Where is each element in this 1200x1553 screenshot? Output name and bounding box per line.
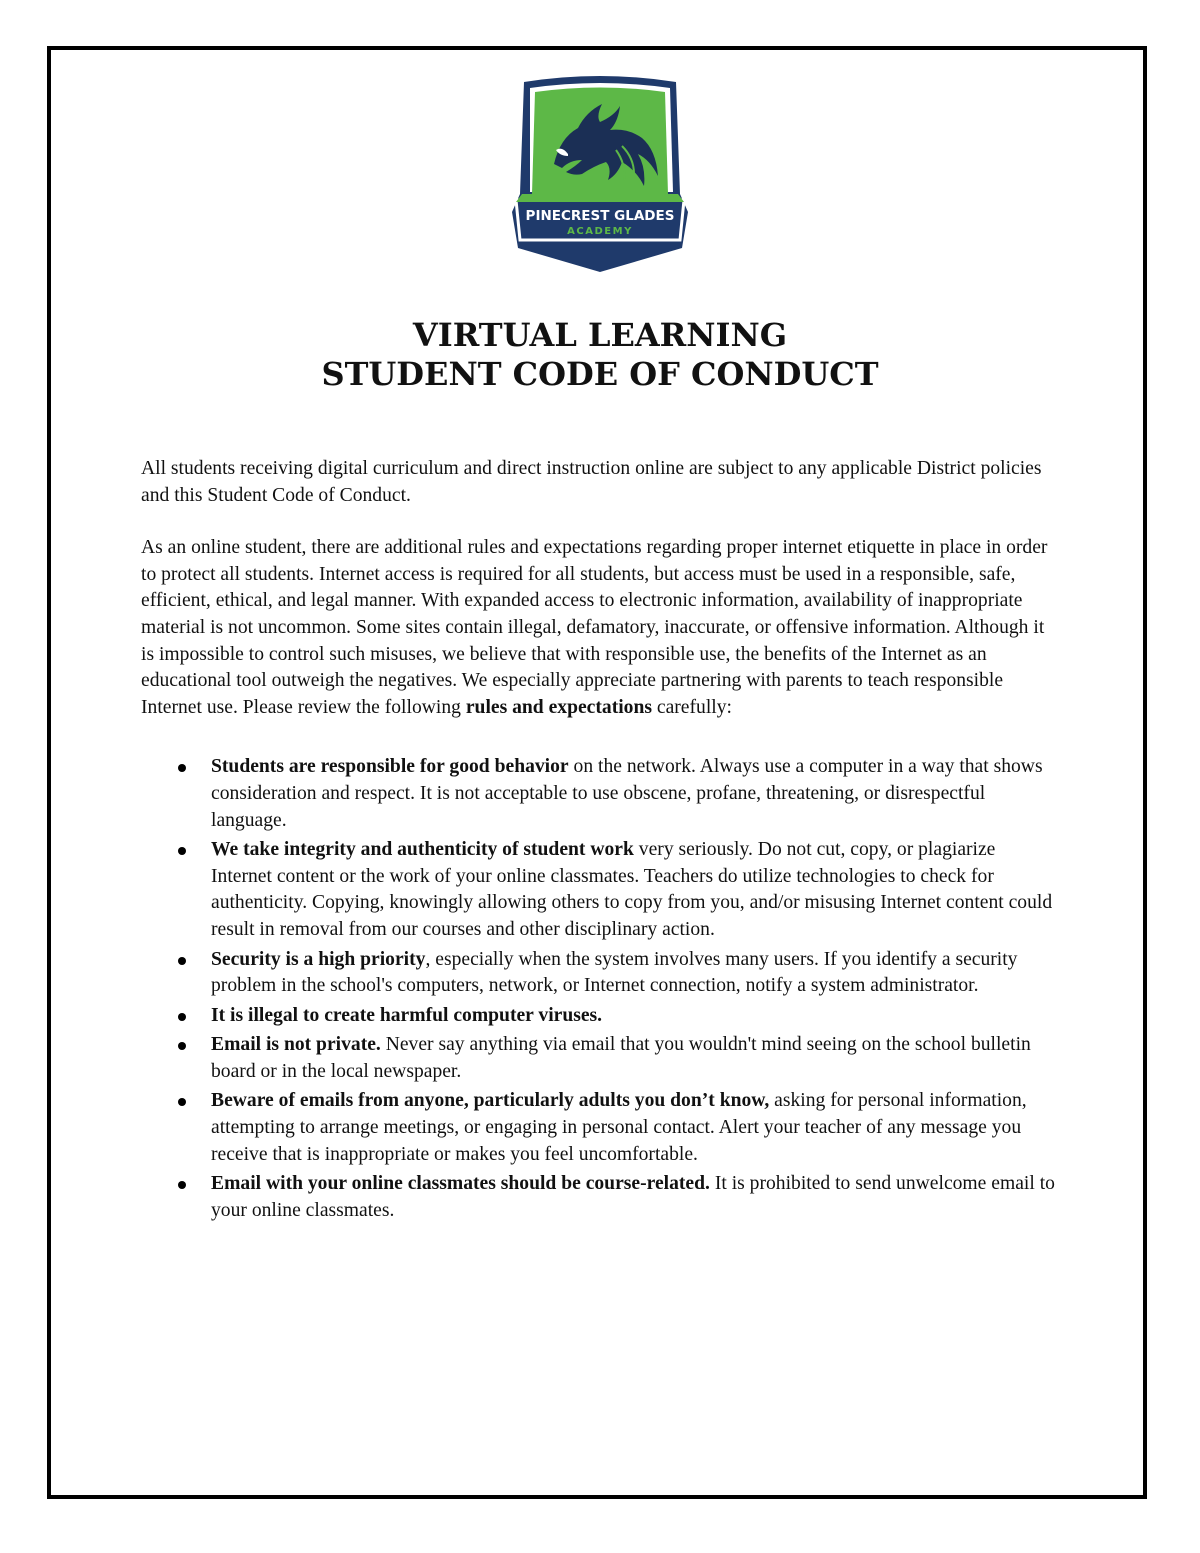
rule-item bbox=[211, 1032, 1061, 1085]
crest-name-line2: ACADEMY bbox=[567, 226, 633, 237]
rule-item bbox=[211, 754, 1061, 834]
rule-heading: Beware of emails from anyone, particularly adults you don’t know, bbox=[211, 1090, 770, 1112]
title-line-2: STUDENT CODE OF CONDUCT bbox=[321, 355, 879, 393]
rule-text: , especially when the system involves many users. If you identify a security problem in the school's computers, network, or Internet connection, notify a system administrator. bbox=[211, 948, 1018, 997]
body-text: As an online student, there are additional rules and expectations regarding proper internet etiquette in place in order to protect all students. Internet access is required for all students, but access must be used in a responsible, safe, efficient, ethical, and legal manner. With expanded access to electronic information, availability of inappropriate material is not uncommon. Some sites contain illegal, defamatory, inaccurate, or offensive information. Although it is impossible to control such misuses, we believe that with responsible use, the benefits of the Internet as an educational tool outweigh the negatives. We especially appreciate partnering with parents to teach responsible Internet use. Please review the following bbox=[141, 537, 1048, 718]
rule-item bbox=[211, 1003, 1061, 1030]
rule-item bbox=[211, 947, 1061, 1000]
school-crest-logo bbox=[510, 76, 690, 272]
rule-text: very seriously. Do not cut, copy, or plagiarize Internet content or the work of your online classmates. Teachers do utilize technologies to check for authenticity. Copying, knowingly allowing others to copy from you, and/or misusing Internet content could result in removal from our courses and other disciplinary action. bbox=[211, 839, 1053, 940]
body-tail: carefully: bbox=[656, 696, 732, 718]
rule-item bbox=[211, 1088, 1061, 1168]
rule-heading: Email with your online classmates should be course-related. bbox=[211, 1173, 710, 1195]
document-body bbox=[141, 456, 1061, 1227]
rule-text: It is prohibited to send unwelcome email to your online classmates. bbox=[211, 1173, 1055, 1221]
title-line-1: VIRTUAL LEARNING bbox=[412, 316, 788, 354]
rule-heading: We take integrity and authenticity of student work bbox=[211, 839, 634, 861]
body-paragraph bbox=[141, 535, 1061, 721]
rule-text: Never say anything via email that you wouldn't mind seeing on the school bulletin board or in the local newspaper. bbox=[211, 1034, 1031, 1082]
body-bold-phrase: rules and expectations bbox=[465, 696, 652, 718]
rules-list bbox=[141, 754, 1061, 1224]
crest-name-line1: PINECREST GLADES bbox=[525, 208, 675, 224]
rule-item bbox=[211, 837, 1061, 943]
page-title bbox=[0, 316, 1200, 394]
rule-heading: Email is not private. bbox=[211, 1034, 381, 1056]
rule-heading: Security is a high priority bbox=[211, 948, 426, 970]
rule-heading: It is illegal to create harmful computer viruses. bbox=[211, 1004, 603, 1026]
rule-item bbox=[211, 1171, 1061, 1224]
rule-heading: Students are responsible for good behavior bbox=[211, 756, 569, 778]
rule-text: asking for personal information, attempting to arrange meetings, or engaging in personal contact. Alert your teacher of any message you receive that is inappropriate or makes you feel uncomfortable. bbox=[211, 1090, 1027, 1165]
rule-text: on the network. Always use a computer in a way that shows consideration and respect. It is not acceptable to use obscene, profane, threatening, or disrespectful language. bbox=[211, 756, 1043, 831]
intro-paragraph: All students receiving digital curriculum and direct instruction online are subject to any applicable District policies and this Student Code of Conduct. bbox=[141, 458, 1042, 506]
